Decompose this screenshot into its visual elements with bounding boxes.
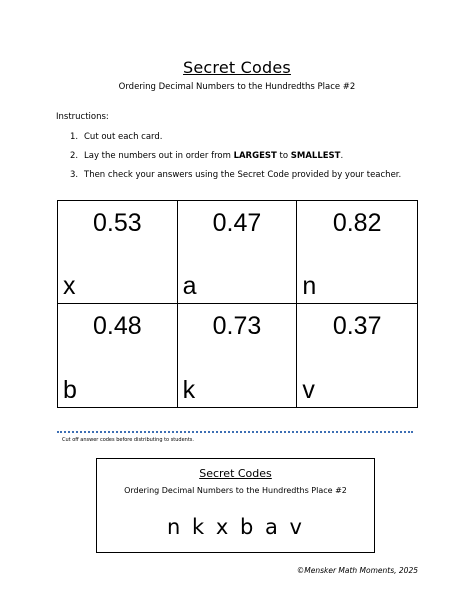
cut-line-divider (57, 431, 413, 433)
step-number: 1. (70, 132, 79, 142)
card-letter: k (182, 376, 196, 404)
cut-note: Cut off answer codes before distributing to students. (62, 437, 194, 443)
answer-card-title: Secret Codes (199, 467, 272, 480)
page-subtitle: Ordering Decimal Numbers to the Hundredths Place #2 (118, 82, 356, 92)
step-text-mid: to (276, 151, 291, 161)
instructions-list (70, 131, 401, 188)
decimal-card (178, 201, 298, 304)
decimal-card-grid (57, 200, 418, 408)
instruction-step-1 (70, 131, 401, 150)
card-letter: v (302, 376, 315, 404)
step-text-after: . (340, 151, 344, 161)
card-value: 0.48 (92, 312, 142, 340)
step-bold-largest: LARGEST (233, 151, 277, 161)
instruction-step-2 (70, 150, 401, 169)
decimal-card (297, 304, 417, 407)
card-value: 0.73 (212, 312, 262, 340)
instruction-step-3 (70, 169, 401, 188)
step-bold-smallest: SMALLEST (290, 151, 341, 161)
answer-key-card (96, 458, 375, 553)
decimal-card (297, 201, 417, 304)
step-text: Cut out each card. (84, 132, 163, 142)
card-letter: x (63, 272, 76, 300)
answer-card-subtitle: Ordering Decimal Numbers to the Hundredths Place #2 (124, 486, 347, 495)
card-value: 0.37 (332, 312, 382, 340)
card-value: 0.47 (212, 209, 262, 237)
decimal-card (58, 304, 178, 407)
decimal-card (178, 304, 298, 407)
step-number: 2. (70, 151, 79, 161)
card-value: 0.82 (332, 209, 382, 237)
secret-code: n k x b a v (167, 515, 304, 539)
step-text-before: Lay the numbers out in order from (84, 151, 234, 161)
card-letter: n (302, 272, 317, 300)
page-title: Secret Codes (183, 58, 291, 77)
card-value: 0.53 (92, 209, 142, 237)
copyright-footer: ©Mensker Math Moments, 2025 (296, 566, 418, 575)
card-letter: a (182, 272, 197, 300)
step-number: 3. (70, 170, 79, 180)
card-letter: b (63, 376, 77, 404)
decimal-card (58, 201, 178, 304)
instructions-heading: Instructions: (56, 112, 109, 122)
step-text: Then check your answers using the Secret Code provided by your teacher. (84, 170, 402, 180)
